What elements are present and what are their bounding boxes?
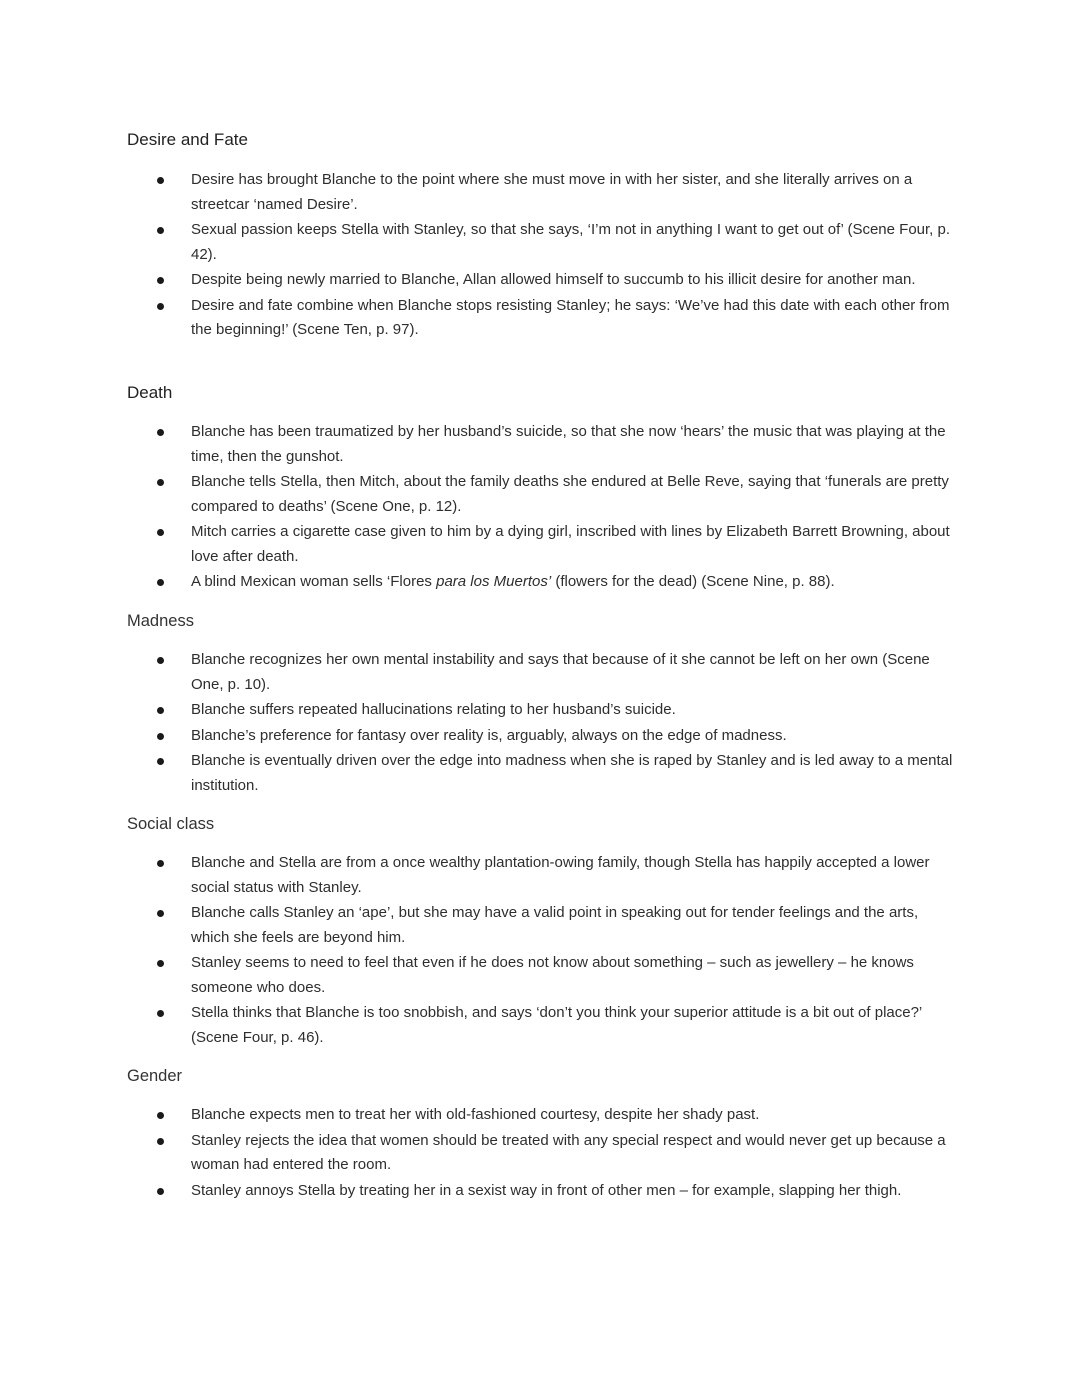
list-item-italic-text: para los Muertos’ (436, 573, 552, 590)
bullet-icon (157, 860, 164, 867)
section-heading-death: Death (127, 383, 173, 402)
list-item (0, 851, 1080, 900)
list-item-text: Sexual passion keeps Stella with Stanley, so that she says, ‘I’m not in anything I want to get out of’ (Scene Four, p. 42). (191, 221, 951, 263)
list-item-text: Stanley annoys Stella by treating her in a sexist way in front of other men – for example, slapping her thigh. (191, 1181, 902, 1199)
bullet-icon (157, 1112, 164, 1119)
list-item (0, 520, 1080, 569)
list-item-text: Blanche is eventually driven over the edge into madness when she is raped by Stanley and is led away to a mental institution. (191, 752, 953, 794)
list-item-text: Blanche and Stella are from a once wealthy plantation-owing family, though Stella has happily accepted a lower social status with Stanley. (191, 854, 930, 896)
list-item-text: Blanche calls Stanley an ‘ape’, but she may have a valid point in speaking out for tender feelings and the arts, which she feels are beyond him. (191, 904, 919, 946)
list-item-text: Mitch carries a cigarette case given to him by a dying girl, inscribed with lines by Elizabeth Barrett Browning, about love after death. (191, 523, 950, 565)
list-item (0, 749, 1080, 798)
list-item-text: Blanche suffers repeated hallucinations relating to her husband’s suicide. (191, 701, 676, 718)
section-heading-social-class: Social class (127, 815, 215, 833)
list-item-text: Stella thinks that Blanche is too snobbish, and says ‘don’t you think your superior attitude is a bit out of place?’ (Scene Four, p. 46). (191, 1004, 922, 1046)
list-item-text: Stanley rejects the idea that women should be treated with any special respect and would never get up because a woman had entered the room. (191, 1131, 946, 1173)
list-item-text: Blanche recognizes her own mental instability and says that because of it she cannot be left on her own (Scene One, p. 10). (191, 651, 930, 693)
list-item-text: Blanche’s preference for fantasy over reality is, arguably, always on the edge of madness. (191, 726, 787, 744)
bullet-icon (157, 529, 164, 536)
list-item-text: Desire has brought Blanche to the point where she must move in with her sister, and she literally arrives on a streetcar ‘named Desire’. (191, 171, 913, 213)
bullet-icon (157, 479, 164, 486)
list-item-text: Despite being newly married to Blanche, Allan allowed himself to succumb to his illicit desire for another man. (191, 271, 916, 288)
list-item (0, 1129, 1080, 1178)
bullet-icon (157, 733, 164, 740)
bullet-icon (157, 227, 164, 234)
list-item-text-part: A blind Mexican woman sells ‘Flores (191, 573, 437, 590)
bullet-icon (157, 1138, 164, 1145)
section-heading-desire-and-fate: Desire and Fate (127, 130, 248, 149)
list-item (0, 1001, 1080, 1050)
list-item (0, 1103, 1080, 1128)
bullet-icon (157, 707, 164, 714)
bullet-icon (157, 277, 164, 284)
list-item (0, 648, 1080, 697)
list-item-text: Stanley seems to need to feel that even if he does not know about something – such as jewellery – he knows someone who does. (191, 954, 914, 996)
list-item-text (191, 573, 835, 590)
bullet-icon (157, 960, 164, 967)
bullet-icon (157, 177, 164, 184)
bullet-list-death (0, 420, 1080, 596)
bullet-list-gender (0, 1103, 1080, 1204)
list-item-text: Blanche tells Stella, then Mitch, about the family deaths she endured at Belle Reve, saying that ‘funerals are pretty compared to deaths’ (Scene One, p. 12). (191, 473, 949, 515)
list-item-text: Blanche expects men to treat her with old-fashioned courtesy, despite her shady past. (191, 1106, 760, 1123)
list-item (0, 470, 1080, 519)
list-item (0, 420, 1080, 469)
section-heading-gender: Gender (127, 1067, 183, 1085)
bullet-icon (157, 910, 164, 917)
bullet-icon (157, 1188, 164, 1195)
list-item (0, 724, 1080, 749)
bullet-list-madness (0, 648, 1080, 799)
bullet-icon (157, 758, 164, 765)
bullet-list-desire-and-fate (0, 168, 1080, 344)
bullet-icon (157, 1010, 164, 1017)
list-item (0, 268, 1080, 293)
list-item-text-part: (flowers for the dead) (Scene Nine, p. 88). (551, 573, 835, 590)
list-item (0, 901, 1080, 950)
list-item (0, 951, 1080, 1000)
list-item-text: Blanche has been traumatized by her husband’s suicide, so that she now ‘hears’ the music that was playing at the time, then the gunshot. (191, 423, 946, 465)
list-item (0, 294, 1080, 343)
bullet-icon (157, 303, 164, 310)
section-heading-madness: Madness (127, 612, 194, 630)
list-item (0, 698, 1080, 723)
list-item (0, 570, 1080, 595)
bullet-icon (157, 429, 164, 436)
bullet-icon (157, 579, 164, 586)
list-item-text: Desire and fate combine when Blanche stops resisting Stanley; he says: ‘We’ve had this date with each other from the beginning!’ (Scene Ten, p. 97). (191, 296, 950, 338)
list-item (0, 168, 1080, 217)
list-item (0, 218, 1080, 267)
list-item (0, 1179, 1080, 1204)
bullet-list-social-class (0, 851, 1080, 1051)
bullet-icon (157, 657, 164, 664)
